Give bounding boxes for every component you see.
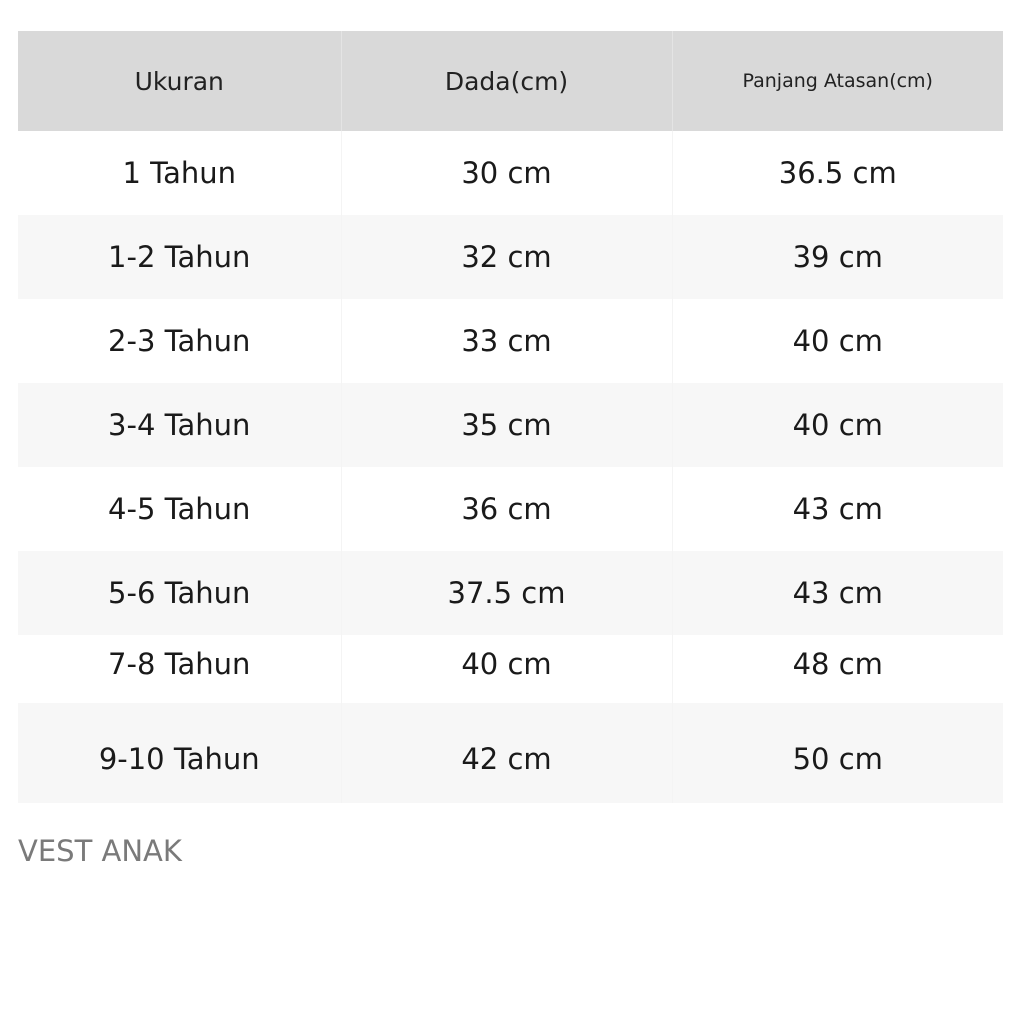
- cell-dada: 30 cm: [341, 131, 672, 215]
- header-dada: Dada(cm): [341, 31, 672, 131]
- cell-panjang: 50 cm: [672, 703, 1003, 803]
- product-caption: VEST ANAK: [18, 834, 182, 868]
- cell-panjang: 43 cm: [672, 467, 1003, 551]
- cell-dada: 42 cm: [341, 703, 672, 803]
- cell-panjang: 40 cm: [672, 383, 1003, 467]
- table-row: [18, 131, 1003, 215]
- table-row: [18, 551, 1003, 635]
- header-row: [18, 31, 1003, 131]
- cell-panjang: 43 cm: [672, 551, 1003, 635]
- cell-panjang: 40 cm: [672, 299, 1003, 383]
- size-chart-table: [18, 31, 1003, 803]
- table-row: [18, 383, 1003, 467]
- table-body: [18, 131, 1003, 803]
- cell-ukuran: 4-5 Tahun: [108, 492, 251, 526]
- cell-dada: 36 cm: [341, 467, 672, 551]
- cell-ukuran: 2-3 Tahun: [108, 324, 251, 358]
- cell-dada: 40 cm: [341, 635, 672, 703]
- table-row: [18, 299, 1003, 383]
- cell-panjang: 36.5 cm: [672, 131, 1003, 215]
- cell-ukuran: 5-6 Tahun: [18, 551, 341, 635]
- cell-dada: 33 cm: [341, 299, 672, 383]
- table-header: [18, 31, 1003, 131]
- cell-ukuran: 1 Tahun: [122, 156, 236, 190]
- table-row: [18, 635, 1003, 703]
- header-ukuran: Ukuran: [18, 31, 341, 131]
- cell-panjang: 39 cm: [672, 215, 1003, 299]
- table-row: [18, 215, 1003, 299]
- cell-dada: 37.5 cm: [341, 551, 672, 635]
- table-row: [18, 703, 1003, 803]
- cell-ukuran: 3-4 Tahun: [18, 383, 341, 467]
- cell-ukuran: 7-8 Tahun: [108, 647, 251, 681]
- cell-ukuran: 1-2 Tahun: [18, 215, 341, 299]
- table-row: [18, 467, 1003, 551]
- cell-panjang: 48 cm: [672, 635, 1003, 703]
- cell-dada: 35 cm: [341, 383, 672, 467]
- cell-dada: 32 cm: [341, 215, 672, 299]
- cell-ukuran: 9-10 Tahun: [18, 703, 341, 803]
- header-panjang-atasan: Panjang Atasan(cm): [672, 31, 1003, 131]
